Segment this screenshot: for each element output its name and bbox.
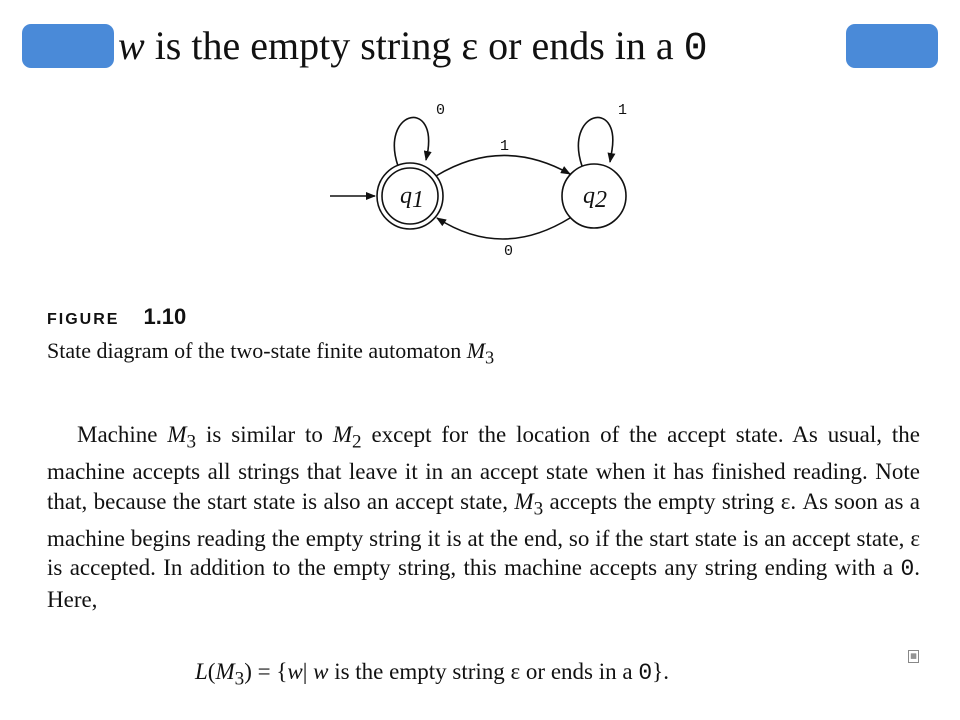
para-text-3: except for the location of the accept state. As usual, the machine accepts all strings that leave it in an accept state when it has finished reading. Note that, because the start state is also an accept state, [47,422,921,514]
para-symbol: 0 [900,556,915,583]
formula-close: }. [652,659,669,684]
label-loop-q1: 0 [436,102,446,119]
formula-w2: w [313,659,329,684]
title-variable: w [118,23,145,68]
label-loop-q2: 1 [618,102,628,119]
formula-text: is the empty string ε or ends in a [328,659,639,684]
header-accent-bar-right [846,24,938,68]
body-paragraph [47,420,920,614]
formula-sub: 3 [234,668,245,690]
label-q1-to-q2: 1 [500,138,510,155]
formula-open: ( [207,659,216,684]
para-text-4: accepts the empty string ε. As soon as a machine begins reading the empty string it is at the end, so if the start state is an accept state, ε is accepted. In addition to the empty string, this machine accepts any string ending with a [47,488,920,581]
para-var-1: M [167,422,187,447]
caption-variable: M [466,338,486,363]
label-q2-to-q1: 0 [504,243,514,260]
title-symbol: 0 [683,27,708,72]
formula-M: M [215,659,235,684]
para-sub-2: 2 [352,431,362,453]
para-var-3: M [514,488,534,514]
transition-q2-to-q1-arrow [437,218,570,239]
language-formula [195,657,669,695]
corner-mark-icon: ▦ [908,650,919,663]
self-loop-q1-arrow [394,117,428,166]
formula-symbol: 0 [638,660,653,686]
para-sub-1: 3 [186,431,197,453]
formula-L: L [195,659,208,684]
figure-caption [47,336,494,372]
transition-q1-to-q2-arrow [436,155,570,176]
state-diagram [320,92,650,267]
caption-text: State diagram of the two-state finite automaton [47,338,467,363]
para-text-2: is similar to [196,422,333,447]
state-q2-label: q2 [583,183,607,213]
header-accent-bar-left [22,24,114,68]
para-sub-3: 3 [533,498,544,520]
formula-w: w [287,659,303,684]
para-var-2: M [332,422,352,447]
formula-bar: | [302,659,314,684]
figure-heading [47,304,186,330]
self-loop-q2-arrow [578,117,612,166]
caption-subscript: 3 [485,347,495,368]
slide-title [118,22,846,70]
title-text: is the empty string ε or ends in a [144,23,684,68]
figure-number: 1.10 [143,304,187,329]
formula-eq: ) = { [244,659,288,684]
para-text-1: Machine [77,422,168,447]
state-q1-label: q1 [400,183,424,213]
para-text-5: . Here, [47,555,920,612]
figure-label: FIGURE [47,311,120,328]
